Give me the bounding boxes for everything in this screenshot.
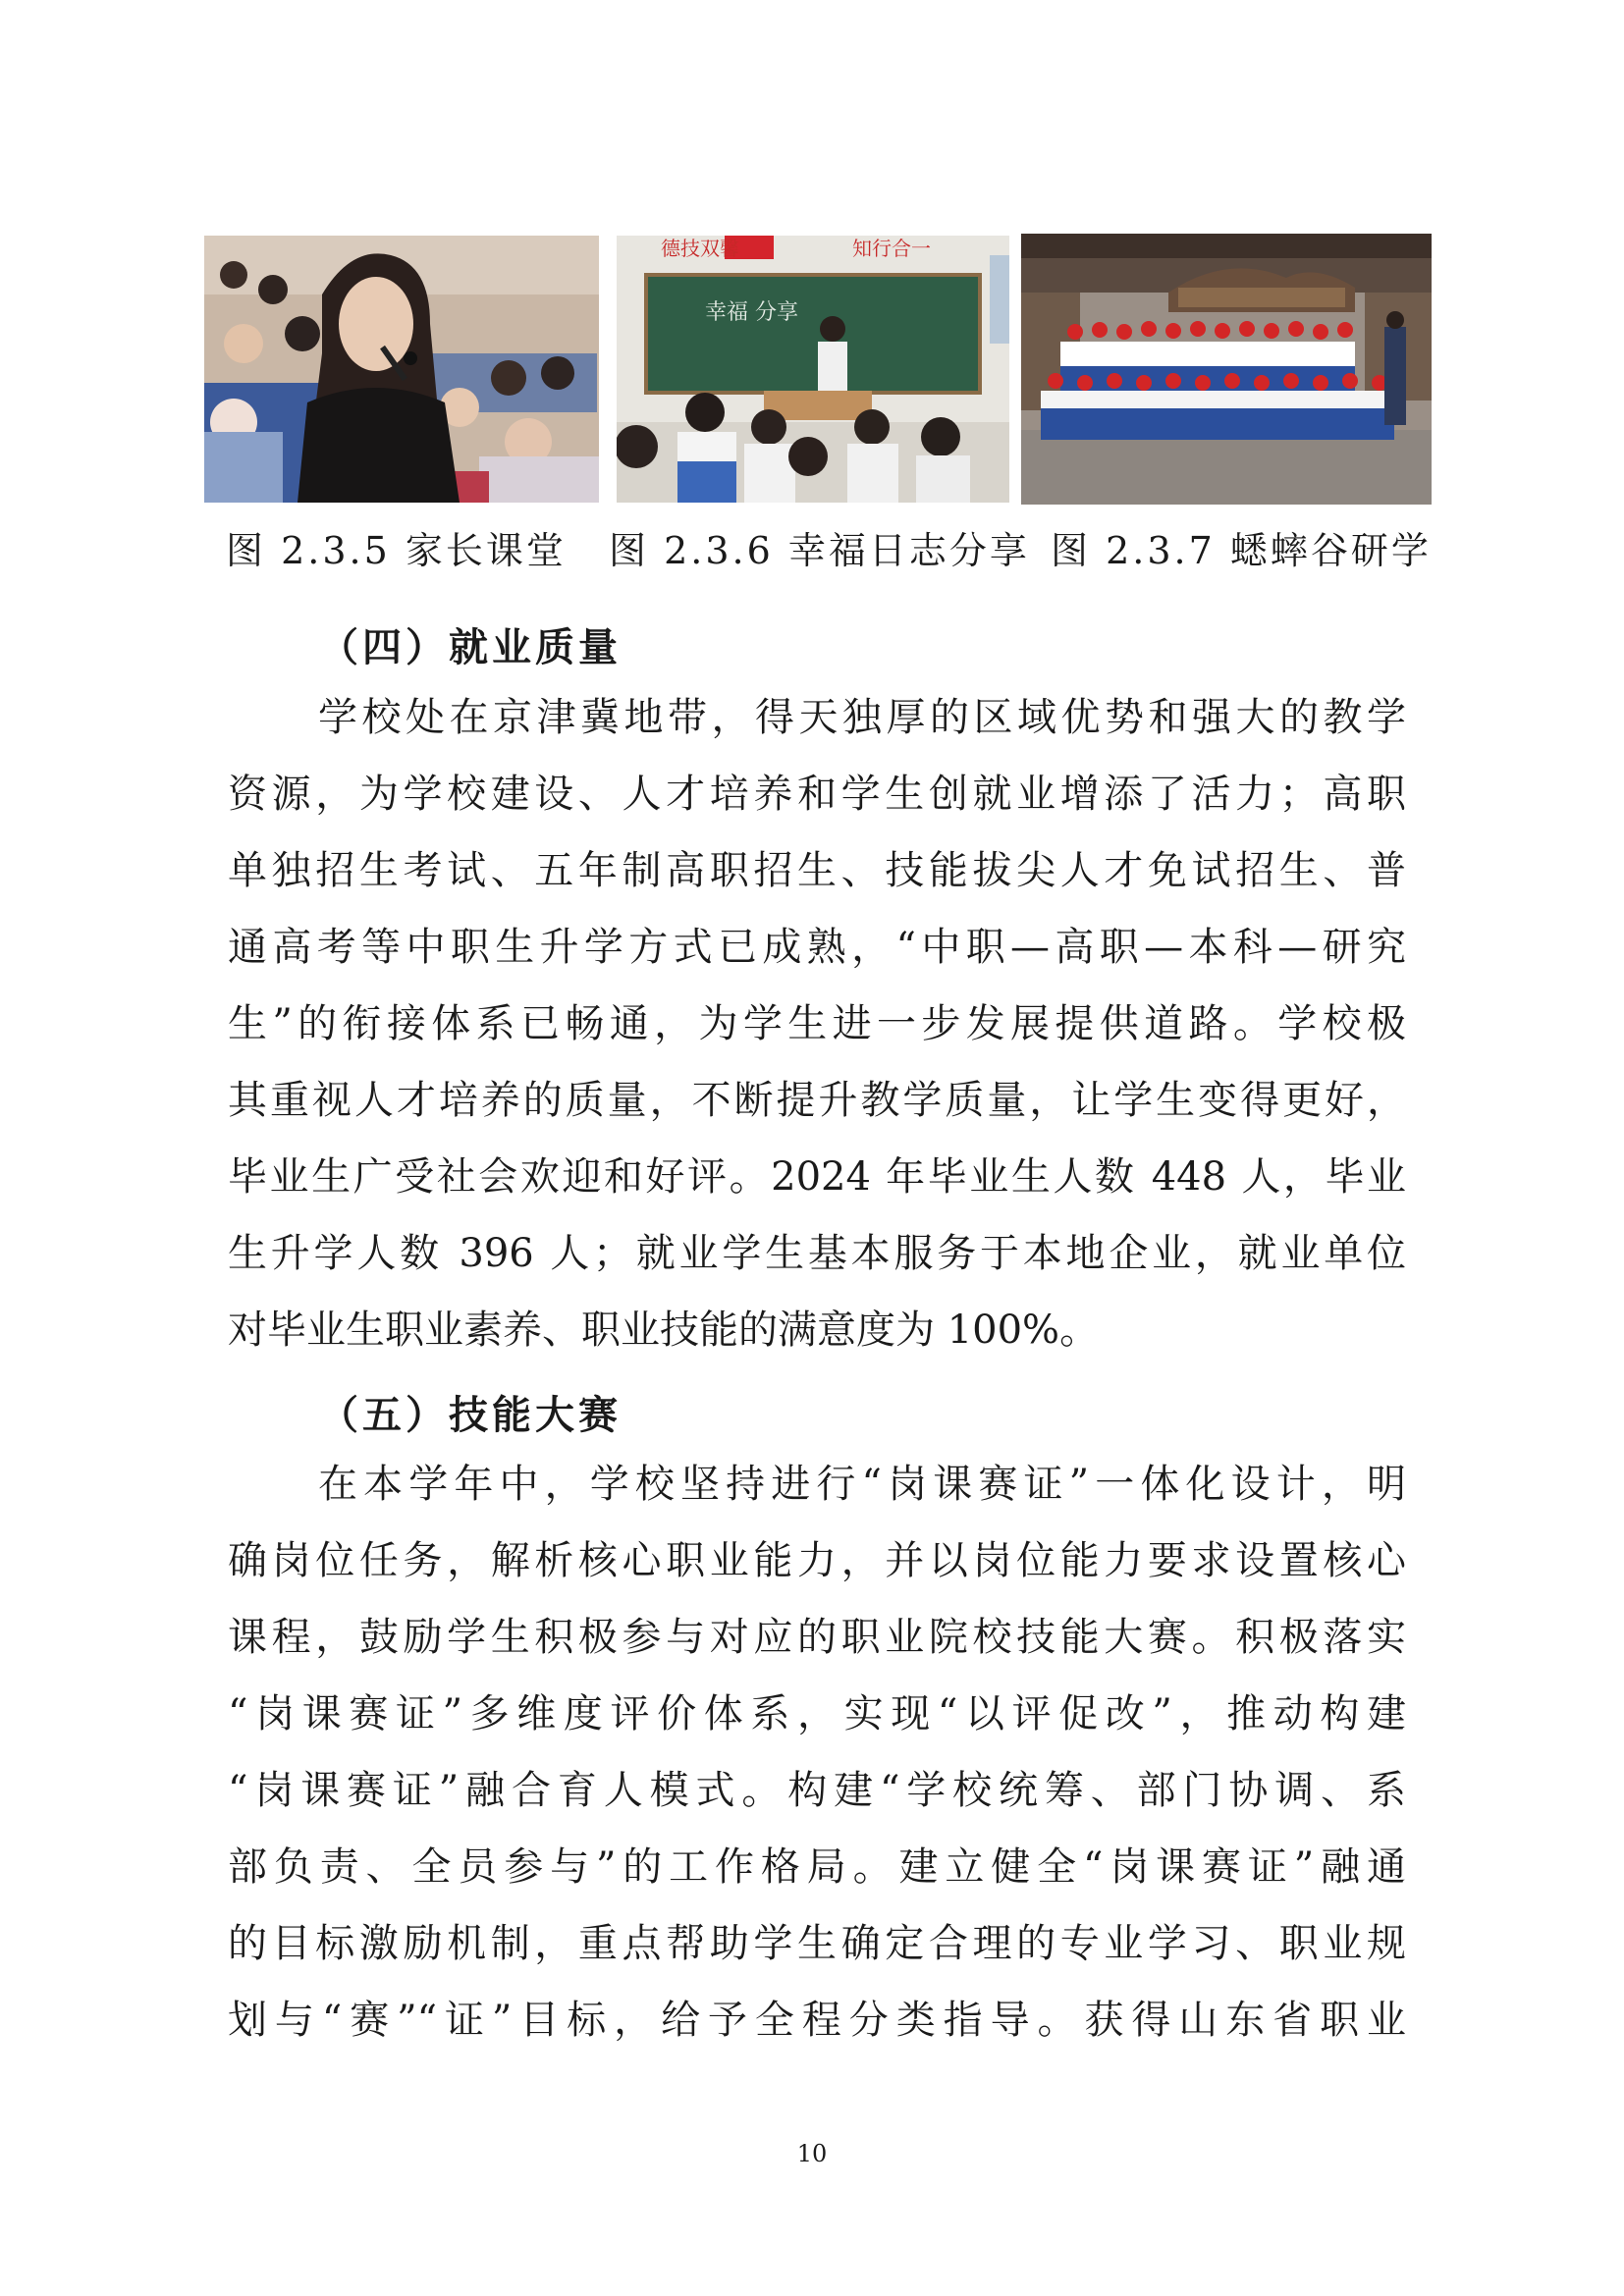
text-line: 确岗位任务，解析核心职业能力，并以岗位能力要求设置核心	[228, 1538, 1406, 1583]
text-line: 毕业生广受社会欢迎和好评。2024 年毕业生人数 448 人，毕业	[228, 1154, 1406, 1200]
text-line: 资源，为学校建设、人才培养和学生创就业增添了活力；高职	[228, 772, 1406, 817]
paragraph-employment	[228, 679, 1406, 1368]
text-line: 划与“赛”“证”目标，给予全程分类指导。获得山东省职业	[228, 1998, 1406, 2043]
text-line: 其重视人才培养的质量，不断提升教学质量，让学生变得更好，	[228, 1078, 1406, 1123]
banner-right-text: 知行合一	[852, 237, 931, 260]
board-text: 幸福 分享	[705, 300, 798, 325]
text-line: 部负责、全员参与”的工作格局。建立健全“岗课赛证”融通	[228, 1844, 1406, 1890]
text-line: 单独招生考试、五年制高职招生、技能拔尖人才免试招生、普	[228, 848, 1406, 893]
text-line: 对毕业生职业素养、职业技能的满意度为 100%。	[228, 1308, 1100, 1353]
figure-captions	[226, 520, 1453, 572]
photo-parent-classroom	[204, 236, 599, 503]
section-heading-skills-competition: （五）技能大赛	[319, 1392, 622, 1438]
paragraph-skills-competition	[228, 1446, 1406, 2058]
text-line: 生升学人数 396 人；就业学生基本服务于本地企业，就业单位	[228, 1231, 1406, 1276]
figure-caption: 图 2.3.6 幸福日志分享	[609, 529, 1030, 572]
text-line: 生”的衔接体系已畅通，为学生进一步发展提供道路。学校极	[228, 1001, 1406, 1046]
figure-caption: 图 2.3.5 家长课堂	[226, 529, 567, 572]
text-line: 学校处在京津冀地带，得天独厚的区域优势和强大的教学	[318, 695, 1406, 740]
banner-left-text: 德技双馨	[661, 237, 739, 260]
photo-study-trip-group	[1021, 234, 1432, 505]
photo-row	[204, 236, 1432, 506]
text-line: “岗课赛证”多维度评价体系，实现“以评促改”，推动构建	[228, 1691, 1406, 1736]
text-line: 通高考等中职生升学方式已成熟，“中职—高职—本科—研究	[228, 925, 1406, 970]
text-line: 的目标激励机制，重点帮助学生确定合理的专业学习、职业规	[228, 1921, 1406, 1966]
page-number: 10	[796, 2140, 828, 2167]
text-line: 在本学年中，学校坚持进行“岗课赛证”一体化设计，明	[318, 1462, 1406, 1507]
text-line: 课程，鼓励学生积极参与对应的职业院校技能大赛。积极落实	[228, 1615, 1406, 1660]
section-heading-employment: （四）就业质量	[319, 624, 622, 670]
text-line: “岗课赛证”融合育人模式。构建“学校统筹、部门协调、系	[228, 1768, 1406, 1813]
figure-caption: 图 2.3.7 蟋蟀谷研学	[1051, 529, 1432, 572]
photo-happiness-journal	[617, 236, 1009, 503]
